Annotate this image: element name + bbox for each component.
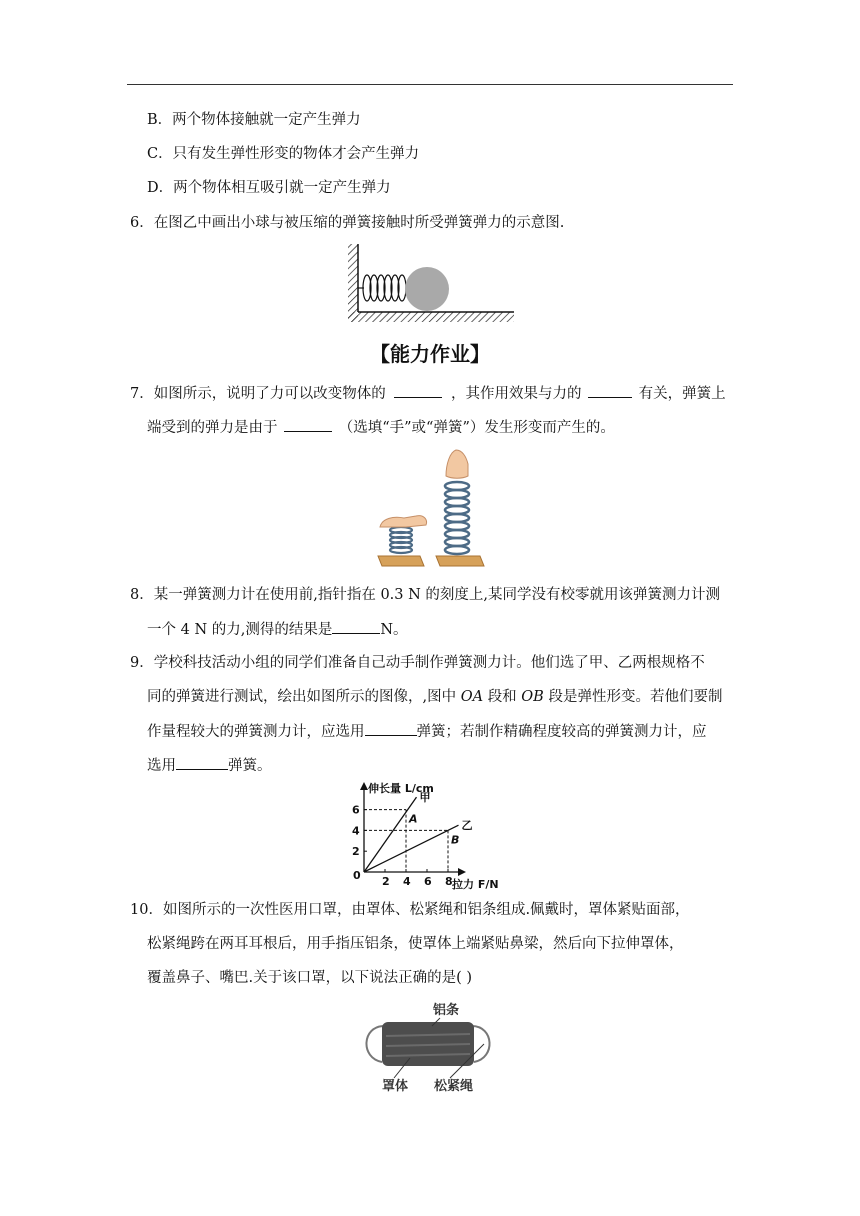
left-ear-loop bbox=[366, 1026, 384, 1062]
point-label: B bbox=[451, 833, 460, 847]
label-elastic-band: 松紧绳 bbox=[434, 1079, 474, 1094]
answer-blank[interactable] bbox=[284, 417, 332, 432]
q9-text-b: 段和 bbox=[487, 689, 517, 705]
extension-force-chart bbox=[330, 778, 530, 892]
origin-label: 0 bbox=[353, 869, 361, 882]
question-9-line-2 bbox=[147, 687, 722, 707]
q9-text-f: 选用 bbox=[147, 758, 176, 774]
series-name: 甲 bbox=[419, 791, 431, 805]
x-tick-label: 8 bbox=[445, 875, 453, 888]
long-spring-icon bbox=[445, 482, 469, 554]
q9-text-c: 段是弹性形变。若他们要制 bbox=[548, 689, 723, 705]
y-tick-label: 2 bbox=[352, 845, 360, 859]
ball-icon bbox=[405, 267, 449, 311]
question-8-line-2 bbox=[147, 619, 408, 640]
mask-figure bbox=[360, 996, 510, 1096]
spring-ball-figure bbox=[344, 244, 516, 326]
section-title: 【能力作业】 bbox=[370, 342, 490, 366]
answer-blank[interactable] bbox=[176, 755, 228, 770]
answer-blank[interactable] bbox=[332, 619, 380, 634]
header-rule bbox=[127, 84, 733, 85]
answer-blank[interactable] bbox=[588, 383, 632, 398]
y-axis-arrow bbox=[360, 782, 368, 790]
hand-pressing-icon bbox=[380, 516, 427, 527]
q9-text-g: 弹簧。 bbox=[228, 758, 272, 774]
question-10-line-1: 10．如图所示的一次性医用口罩，由罩体、松紧绳和铝条组成.佩戴时，罩体紧贴面部， bbox=[130, 902, 690, 918]
question-7-line-2 bbox=[147, 417, 615, 438]
question-6-text: 6．在图乙中画出小球与被压缩的弹簧接触时所受弹簧弹力的示意图. bbox=[130, 215, 565, 231]
question-9-line-3 bbox=[147, 721, 707, 742]
q7-text-a: 7．如图所示，说明了力可以改变物体的 bbox=[130, 386, 386, 402]
q7-text-b: ，其作用效果与力的 bbox=[450, 386, 582, 402]
series-name: 乙 bbox=[461, 819, 473, 833]
spring-compression-figure bbox=[376, 448, 516, 570]
right-ear-loop bbox=[472, 1026, 490, 1062]
series-line bbox=[364, 825, 459, 872]
small-spring-icon bbox=[390, 527, 412, 553]
option-d: D．两个物体相互吸引就一定产生弹力 bbox=[147, 180, 391, 196]
segment-oa: OA bbox=[460, 689, 484, 705]
question-9-line-1: 9．学校科技活动小组的同学们准备自己动手制作弹簧测力计。他们选了甲、乙两根规格不 bbox=[130, 655, 705, 671]
option-b: B．两个物体接触就一定产生弹力 bbox=[147, 112, 361, 128]
q8-text-b: N。 bbox=[380, 622, 408, 638]
question-10-line-2: 松紧绳跨在两耳耳根后，用手指压铝条，使罩体上端紧贴鼻梁，然后向下拉伸罩体， bbox=[147, 936, 684, 952]
question-9-line-4 bbox=[147, 755, 272, 776]
point-label: A bbox=[409, 812, 418, 826]
q9-text-d: 作量程较大的弹簧测力计，应选用 bbox=[147, 724, 365, 740]
x-tick-label: 4 bbox=[403, 875, 411, 888]
question-8-line-1: 8．某一弹簧测力计在使用前,指针指在 0.3 N 的刻度上,某同学没有校零就用该弹簧测力计测 bbox=[130, 587, 721, 603]
y-tick-label: 6 bbox=[352, 803, 360, 817]
q7-text-d: 端受到的弹力是由于 bbox=[147, 420, 278, 436]
hand-pulling-icon bbox=[446, 450, 468, 478]
spring-icon bbox=[358, 275, 406, 301]
q7-text-c: 有关，弹簧上 bbox=[638, 386, 726, 402]
x-tick-label: 2 bbox=[382, 875, 390, 888]
question-10-line-3: 覆盖鼻子、嘴巴.关于该口罩，以下说法正确的是( ) bbox=[147, 970, 473, 986]
x-axis-label: 拉力 F/N bbox=[452, 878, 499, 891]
answer-blank[interactable] bbox=[394, 383, 442, 398]
label-mask-body: 罩体 bbox=[382, 1079, 409, 1094]
x-tick-label: 6 bbox=[424, 875, 432, 888]
q7-text-e: （选填“手”或“弹簧”）发生形变而产生的。 bbox=[338, 420, 615, 436]
x-axis-arrow bbox=[458, 868, 466, 876]
q9-text-e: 弹簧；若制作精确程度较高的弹簧测力计，应 bbox=[416, 724, 707, 740]
option-c: C．只有发生弹性形变的物体才会产生弹力 bbox=[147, 146, 420, 162]
q9-text-a: 同的弹簧进行测试，绘出如图所示的图像，,图中 bbox=[147, 689, 457, 705]
answer-blank[interactable] bbox=[365, 721, 417, 736]
q8-text-a: 一个 4 N 的力,测得的结果是 bbox=[147, 622, 333, 638]
label-aluminum-strip: 铝条 bbox=[433, 1003, 460, 1018]
segment-ob: OB bbox=[521, 689, 544, 705]
y-tick-label: 4 bbox=[352, 824, 360, 838]
y-axis-label: 伸长量 L/cm bbox=[368, 782, 434, 795]
question-7-line-1 bbox=[130, 383, 726, 404]
series-line bbox=[364, 797, 417, 872]
